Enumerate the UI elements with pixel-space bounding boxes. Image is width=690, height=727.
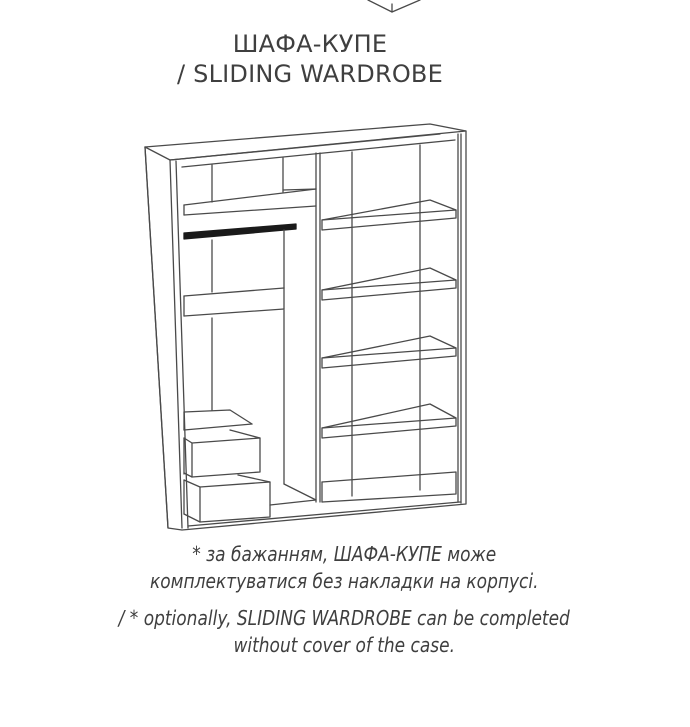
wardrobe-carcass-outline <box>145 124 466 530</box>
right-shelf-4-top <box>322 404 456 428</box>
footnote-en-line-2: without cover of the case. <box>233 633 456 657</box>
lower-drawer-top-edge <box>238 475 270 482</box>
right-bottom-panel <box>322 472 456 502</box>
footnote-en-line-1: / * optionally, SLIDING WARDROBE can be completed <box>118 606 570 630</box>
right-shelf-2-top <box>322 268 456 290</box>
left-top-shelf-front <box>184 206 316 215</box>
right-shelf-1-top <box>322 200 456 220</box>
wardrobe-title-en: / SLIDING WARDROBE <box>177 60 443 88</box>
left-mid-shelf-back <box>184 288 284 296</box>
drawer-unit-top-back <box>184 410 252 424</box>
drawer-unit-top-front <box>184 424 252 430</box>
top-fragment-outline <box>368 0 420 12</box>
lower-drawer-front <box>200 482 270 522</box>
right-shelf-3 <box>322 348 456 368</box>
left-side-inner <box>176 161 188 528</box>
footnote-ua-line-1: * за бажанням, ШАФА-КУПЕ може <box>192 542 497 566</box>
hanging-rail <box>184 224 296 239</box>
left-bottom-diagonal <box>284 484 316 500</box>
left-side-outer <box>145 147 168 528</box>
left-bottom-edge <box>270 500 316 505</box>
lower-drawer-side-bottom <box>184 514 200 522</box>
right-shelf-3-top <box>322 336 456 358</box>
right-shelf-4 <box>322 418 456 438</box>
left-top-shelf-back <box>184 189 316 205</box>
back-top-edge <box>182 140 455 167</box>
top-panel-edge <box>145 131 466 160</box>
upper-drawer-top-edge <box>230 430 260 438</box>
left-side-front <box>170 160 182 528</box>
footnote-ua-line-2: комплектуватися без накладки на корпусі. <box>149 569 539 593</box>
right-shelf-2 <box>322 280 456 300</box>
left-mid-shelf-front <box>184 309 284 316</box>
top-panel-inner-edge <box>170 134 440 160</box>
upper-drawer-front <box>192 438 260 477</box>
wardrobe-title-ua: ШАФА-КУПЕ <box>232 30 388 58</box>
upper-drawer-side-bottom <box>184 473 192 477</box>
plinth-line <box>188 502 460 526</box>
right-shelf-1 <box>322 210 456 230</box>
